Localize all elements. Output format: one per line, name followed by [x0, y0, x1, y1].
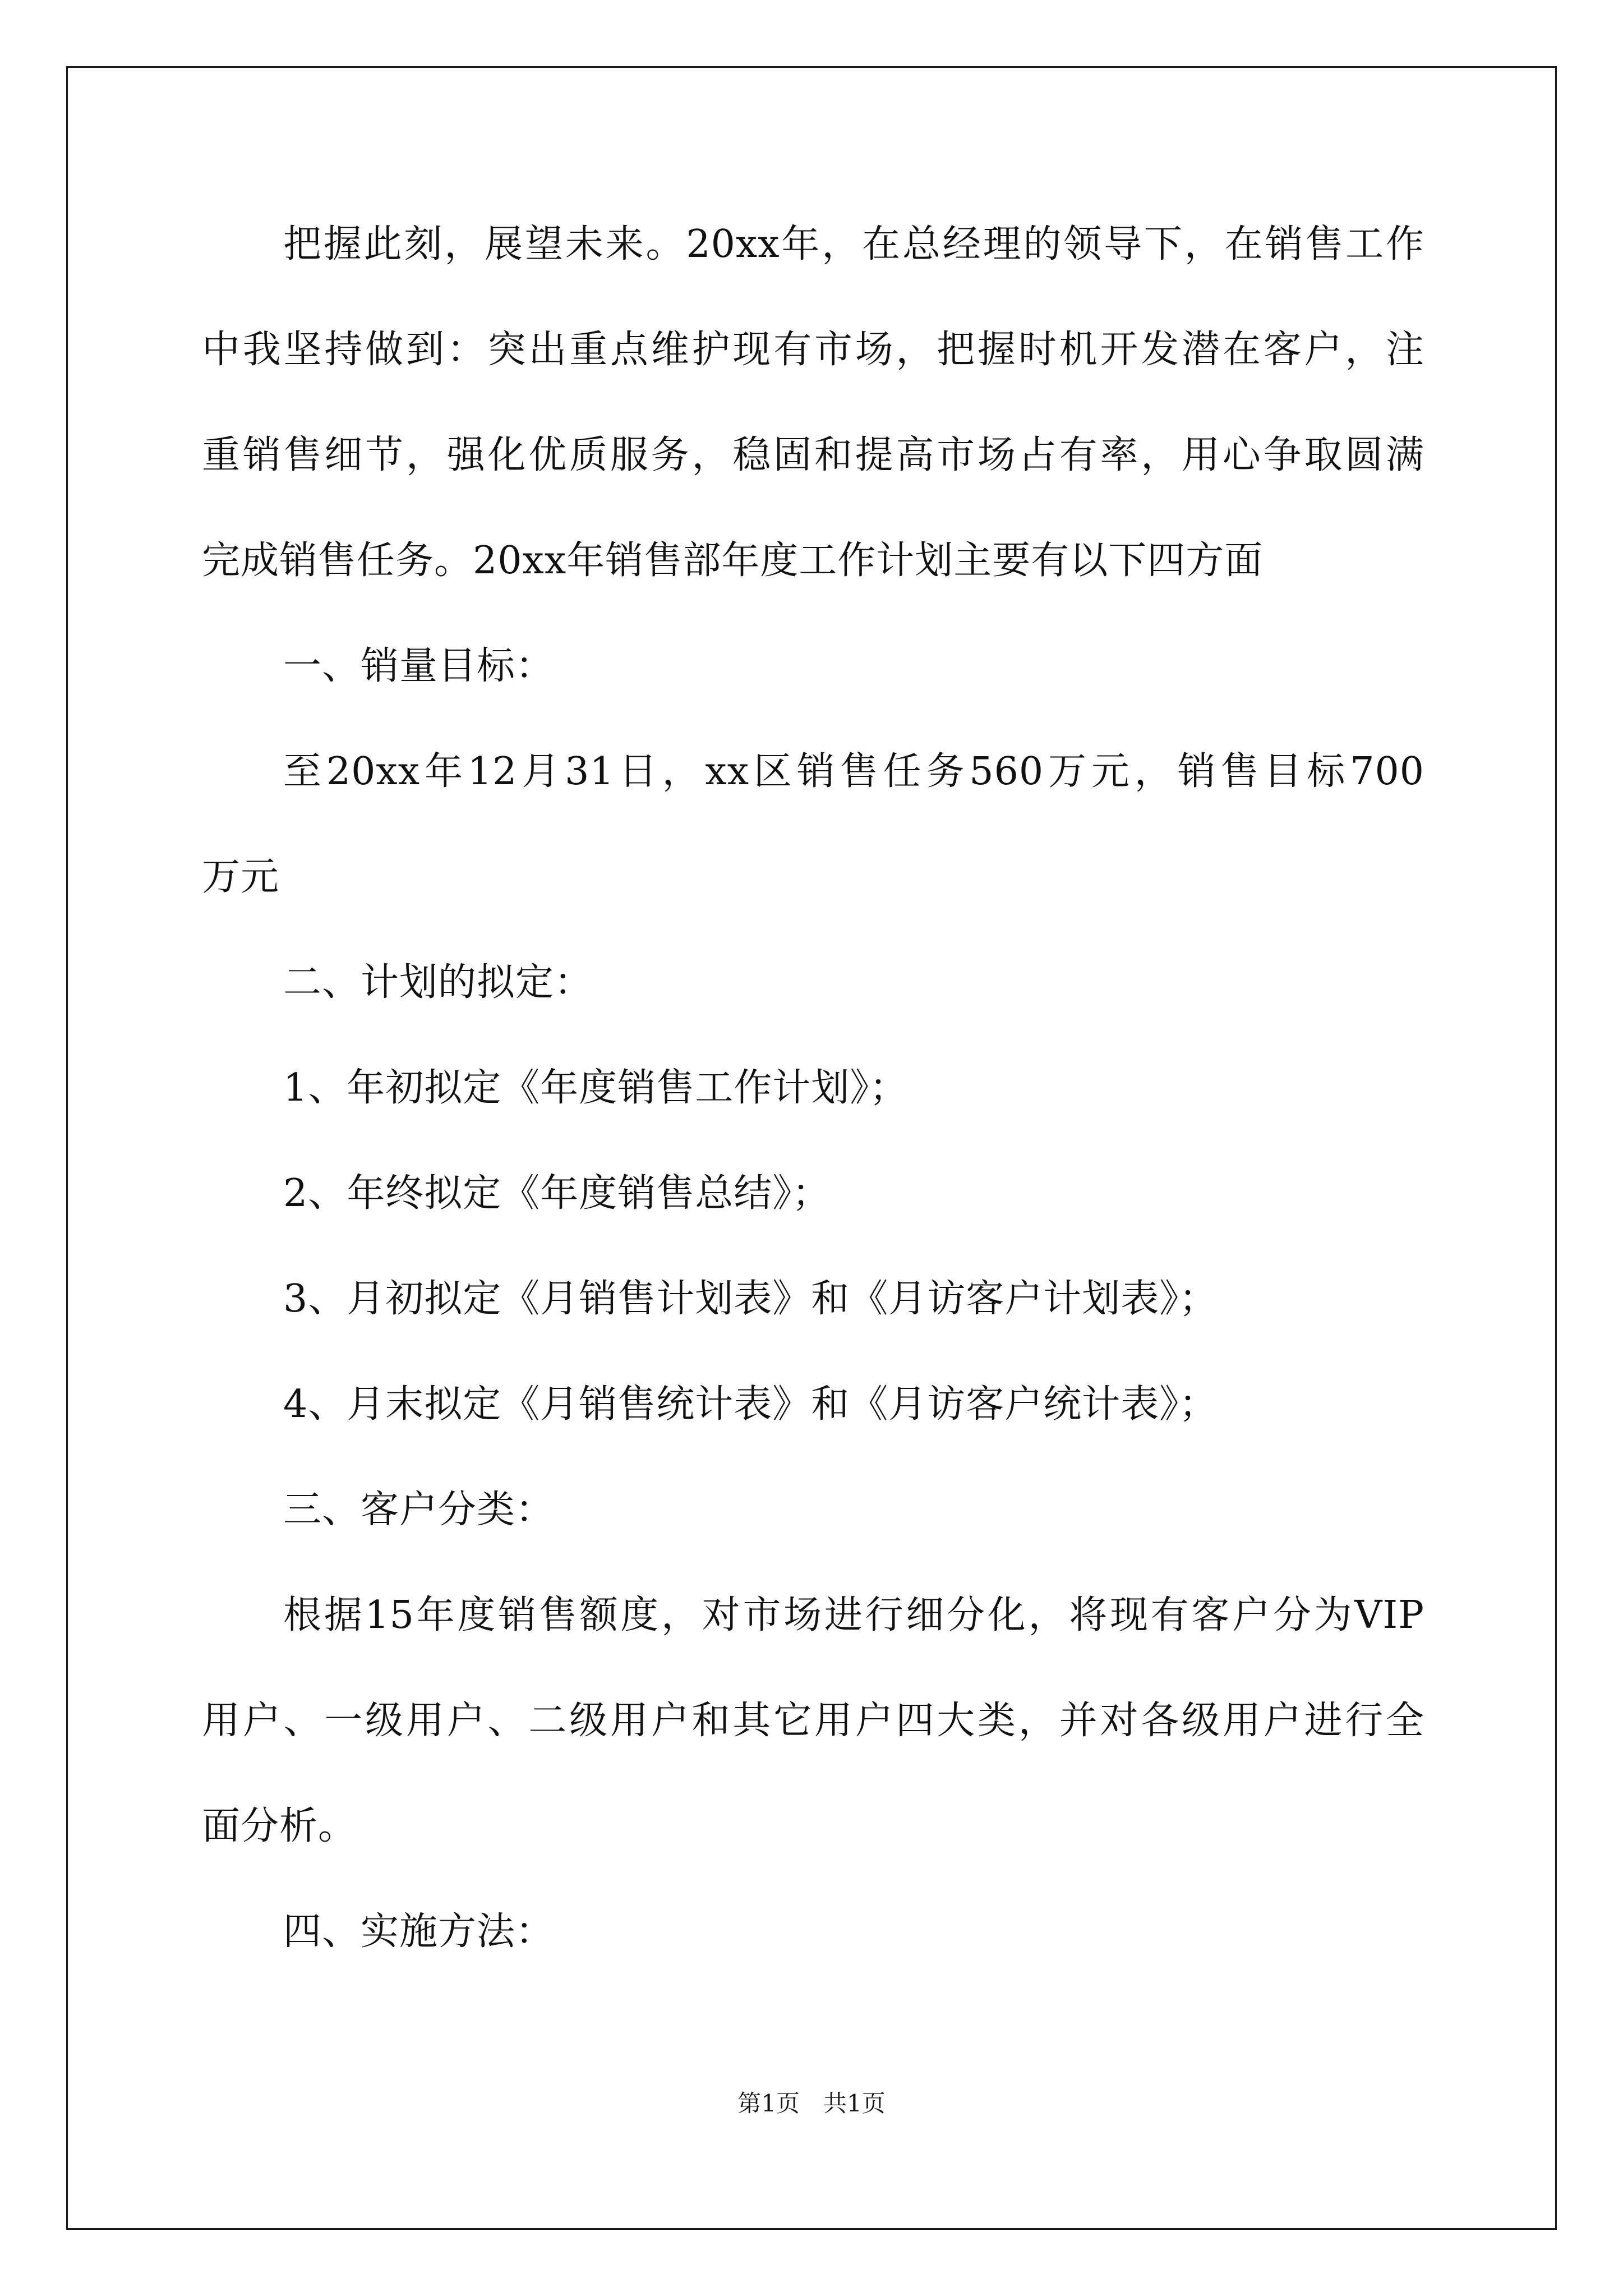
section-heading-plan: 二、计划的拟定： — [283, 960, 593, 1005]
page-border — [66, 66, 1557, 2230]
classification-line-2: 用户、一级用户、二级用户和其它用户四大类，并对各级用户进行全 — [202, 1699, 1424, 1743]
target-line-1: 至20xx年12月31日，xx区销售任务560万元，销售目标700 — [283, 749, 1424, 794]
section-heading-sales-target: 一、销量目标： — [283, 644, 555, 688]
target-line-2: 万元 — [202, 855, 280, 899]
section-heading-customer-classification: 三、客户分类： — [283, 1488, 555, 1532]
classification-line-1: 根据15年度销售额度，对市场进行细分化，将现有客户分为VIP — [283, 1593, 1424, 1637]
section-heading-implementation: 四、实施方法： — [283, 1910, 555, 1954]
plan-item-3: 3、月初拟定《月销售计划表》和《月访客户计划表》； — [283, 1277, 1218, 1321]
plan-item-1: 1、年初拟定《年度销售工作计划》； — [283, 1066, 909, 1110]
intro-line-4: 完成销售任务。20xx年销售部年度工作计划主要有以下四方面 — [202, 539, 1264, 583]
plan-item-4: 4、月末拟定《月销售统计表》和《月访客户统计表》； — [283, 1382, 1218, 1427]
intro-line-1: 把握此刻，展望未来。20xx年，在总经理的领导下，在销售工作 — [283, 222, 1424, 266]
intro-line-2: 中我坚持做到：突出重点维护现有市场，把握时机开发潜在客户，注 — [202, 328, 1424, 372]
classification-line-3: 面分析。 — [202, 1804, 357, 1848]
plan-item-2: 2、年终拟定《年度销售总结》； — [283, 1171, 831, 1216]
page-number-footer: 第1页 共1页 — [737, 2090, 886, 2117]
intro-line-3: 重销售细节，强化优质服务，稳固和提高市场占有率，用心争取圆满 — [202, 433, 1424, 477]
